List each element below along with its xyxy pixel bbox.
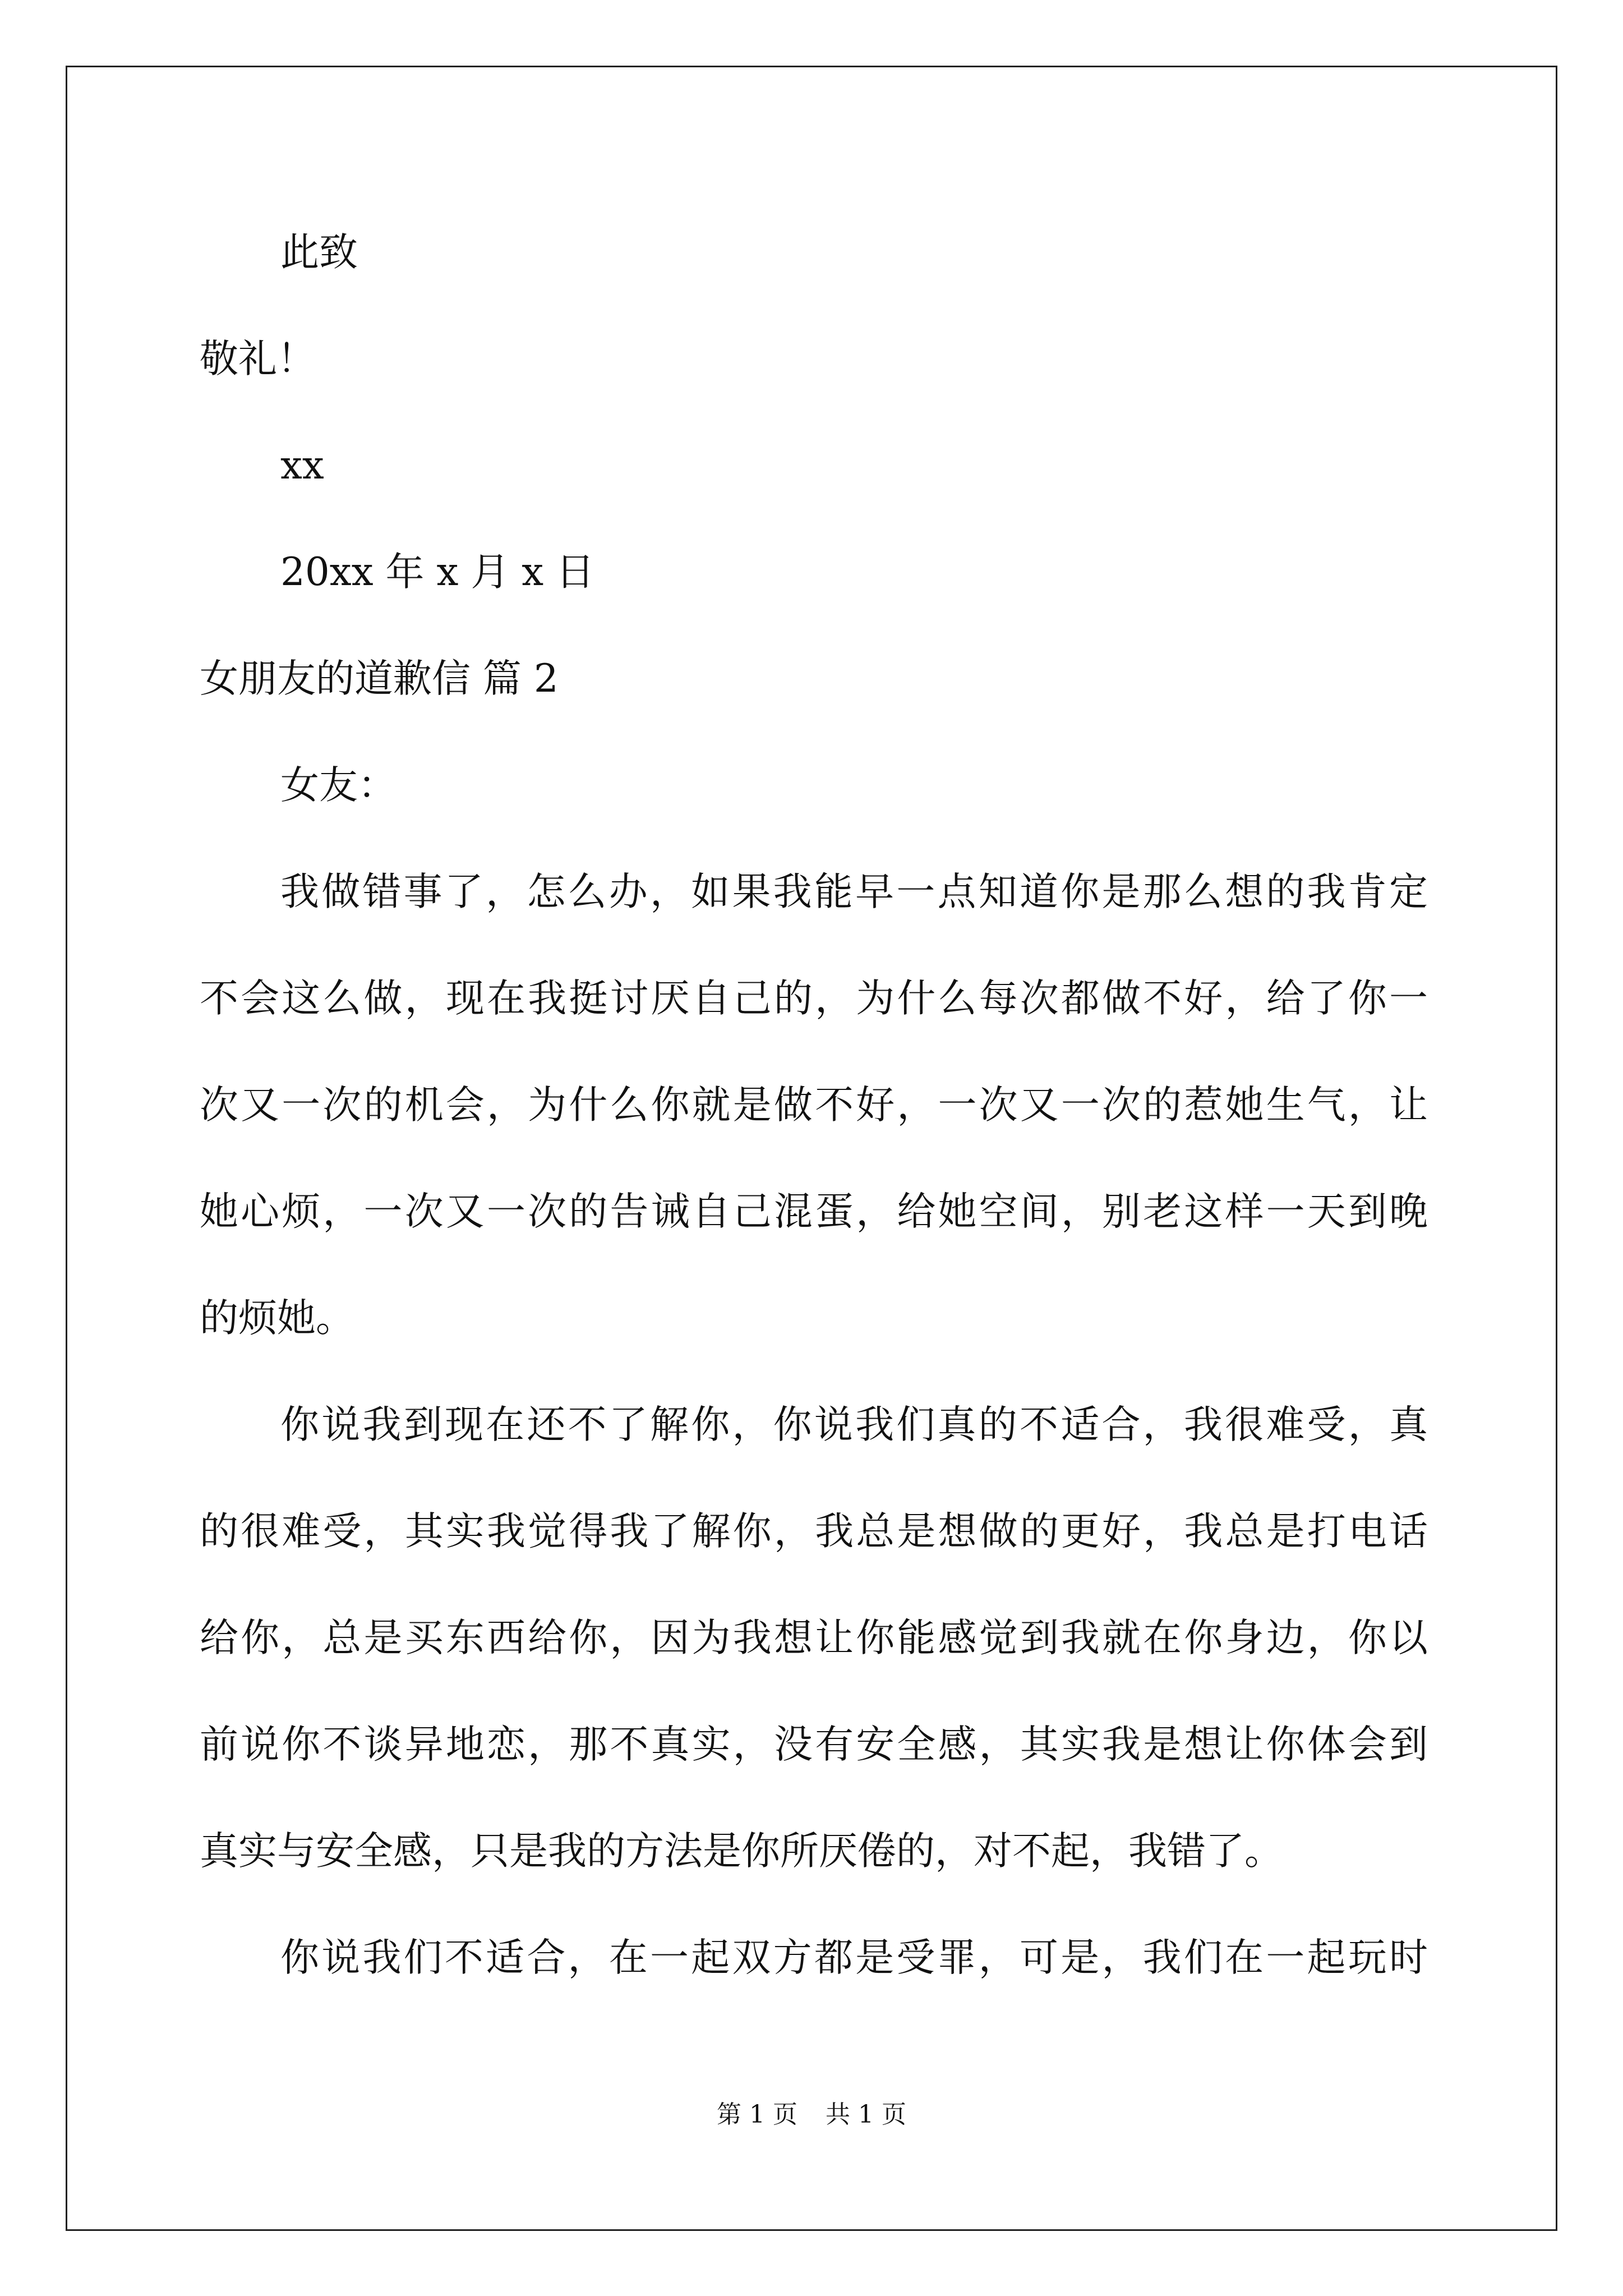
page-border — [66, 66, 1557, 2231]
paragraph-line: 给你，总是买东西给你，因为我想让你能感觉到我就在你身边，你以 — [200, 1616, 1428, 1660]
paragraph-line: 真实与安全感，只是我的方法是你所厌倦的，对不起，我错了。 — [200, 1829, 1283, 1874]
greeting: 女友： — [280, 763, 396, 808]
paragraph-line: 次又一次的机会，为什么你就是做不好，一次又一次的惹她生气，让 — [200, 1083, 1428, 1128]
paragraph-line: 的很难受，其实我觉得我了解你，我总是想做的更好，我总是打电话 — [200, 1509, 1428, 1554]
page-number: 第 1 页 — [717, 2100, 797, 2129]
section-title: 女朋友的道歉信 篇 2 — [200, 656, 559, 701]
page-total: 共 1 页 — [826, 2100, 906, 2129]
closing-salutation: 此致 — [280, 230, 358, 275]
paragraph-line: 你说我到现在还不了解你，你说我们真的不适合，我很难受，真 — [280, 1402, 1428, 1447]
signature: xx — [280, 443, 324, 488]
paragraph-line: 你说我们不适合，在一起双方都是受罪，可是，我们在一起玩时 — [280, 1935, 1428, 1980]
paragraph-line: 前说你不谈异地恋，那不真实，没有安全感，其实我是想让你体会到 — [200, 1722, 1428, 1767]
paragraph-line: 她心烦，一次又一次的告诫自己混蛋，给她空间，别老这样一天到晚 — [200, 1189, 1428, 1234]
date: 20xx 年 x 月 x 日 — [280, 550, 595, 595]
closing-regards: 敬礼！ — [200, 337, 316, 381]
paragraph-line: 不会这么做，现在我挺讨厌自己的，为什么每次都做不好，给了你一 — [200, 976, 1428, 1021]
paragraph-line: 我做错事了，怎么办，如果我能早一点知道你是那么想的我肯定 — [280, 869, 1428, 914]
paragraph-line: 的烦她。 — [200, 1296, 354, 1341]
page-footer — [0, 2098, 1623, 2132]
